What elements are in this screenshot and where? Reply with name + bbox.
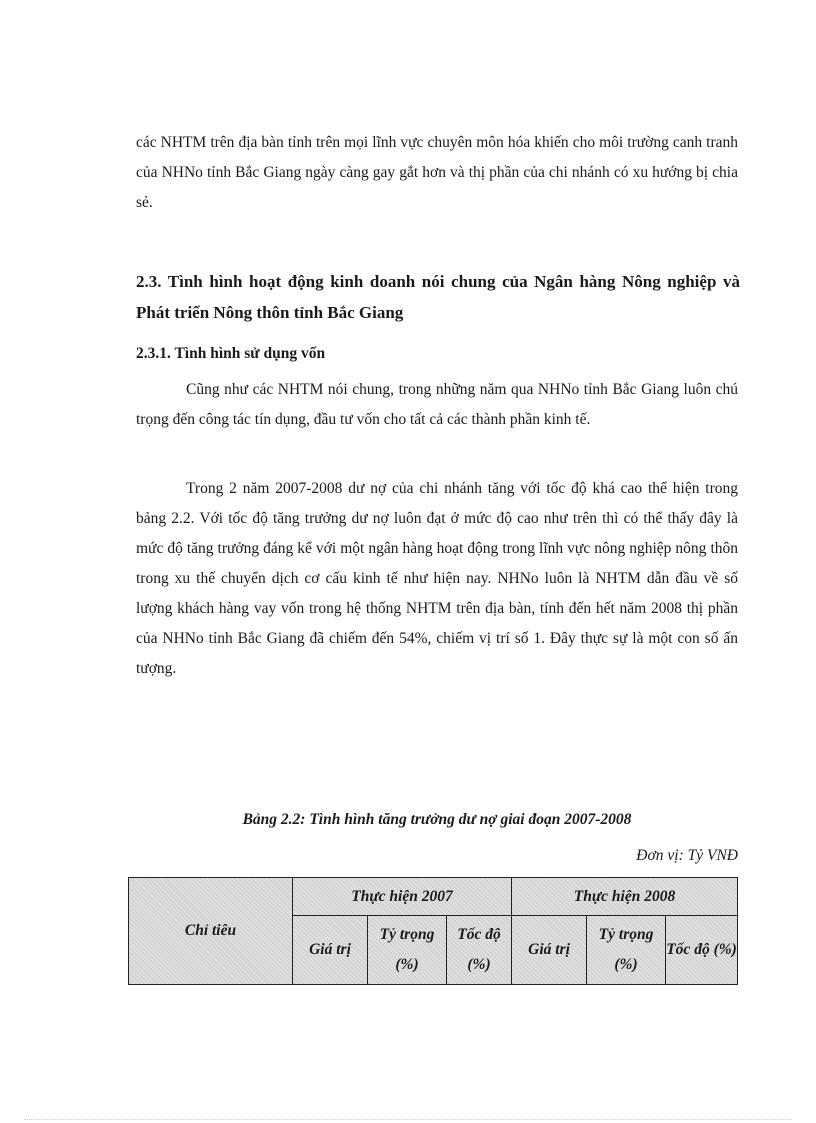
paragraph-loan-growth: Trong 2 năm 2007-2008 dư nợ của chi nhánh tăng với tốc độ khá cao thể hiện trong bảng 2.2. Với tốc độ tăng trưởng dư nợ luôn đạt ở mức độ cao như trên thì có thể thấy đây là mức độ tăng trưởng đáng kể với một ngân hàng hoạt động trong lĩnh vực nông nghiệp nông thôn trong xu thế chuyển dịch cơ cấu kinh tế như hiện nay. NHNo luôn là NHTM dẫn đầu về số lượng khách hàng vay vốn trong hệ thống NHTM trên địa bàn, tính đến hết năm 2008 thị phần của NHNo tỉnh Bắc Giang đã chiếm đến 54%, chiếm vị trí số 1. Đây thực sự là một con số ấn tượng. [136, 480, 738, 677]
header-value-2007: Giá trị [293, 916, 368, 985]
header-share-2007: Tỷ trọng (%) [368, 916, 447, 985]
header-group-2008: Thực hiện 2008 [512, 878, 738, 916]
header-group-2007: Thực hiện 2007 [293, 878, 512, 916]
section-heading: 2.3. Tình hình hoạt động kinh doanh nói chung của Ngân hàng Nông nghiệp và Phát triển Nông thôn tỉnh Bắc Giang [136, 272, 740, 322]
paragraph-credit-focus: Cũng như các NHTM nói chung, trong những năm qua NHNo tỉnh Bắc Giang luôn chú trọng đến công tác tín dụng, đầu tư vốn cho tất cả các thành phần kinh tế. [136, 381, 738, 428]
page-bottom-rule [24, 1119, 792, 1120]
header-speed-2007: Tốc độ (%) [447, 916, 512, 985]
paragraph-market-competition: các NHTM trên địa bàn tỉnh trên mọi lĩnh vực chuyên môn hóa khiến cho môi trường canh tranh của NHNo tỉnh Bắc Giang ngày càng gay gắt hơn và thị phần của chi nhánh có xu hướng bị chia sẻ. [136, 134, 738, 211]
table-caption: Bảng 2.2: Tình hình tăng trưởng dư nợ giai đoạn 2007-2008 [242, 811, 632, 828]
header-speed-2008: Tốc độ (%) [666, 916, 738, 985]
header-share-2008: Tỷ trọng (%) [587, 916, 666, 985]
header-value-2008: Giá trị [512, 916, 587, 985]
subsection-heading: 2.3.1. Tình hình sử dụng vốn [136, 345, 326, 362]
header-indicator: Chỉ tiêu [129, 878, 293, 985]
loan-growth-table [128, 877, 738, 985]
table-unit: Đơn vị: Tỷ VNĐ [636, 847, 738, 864]
